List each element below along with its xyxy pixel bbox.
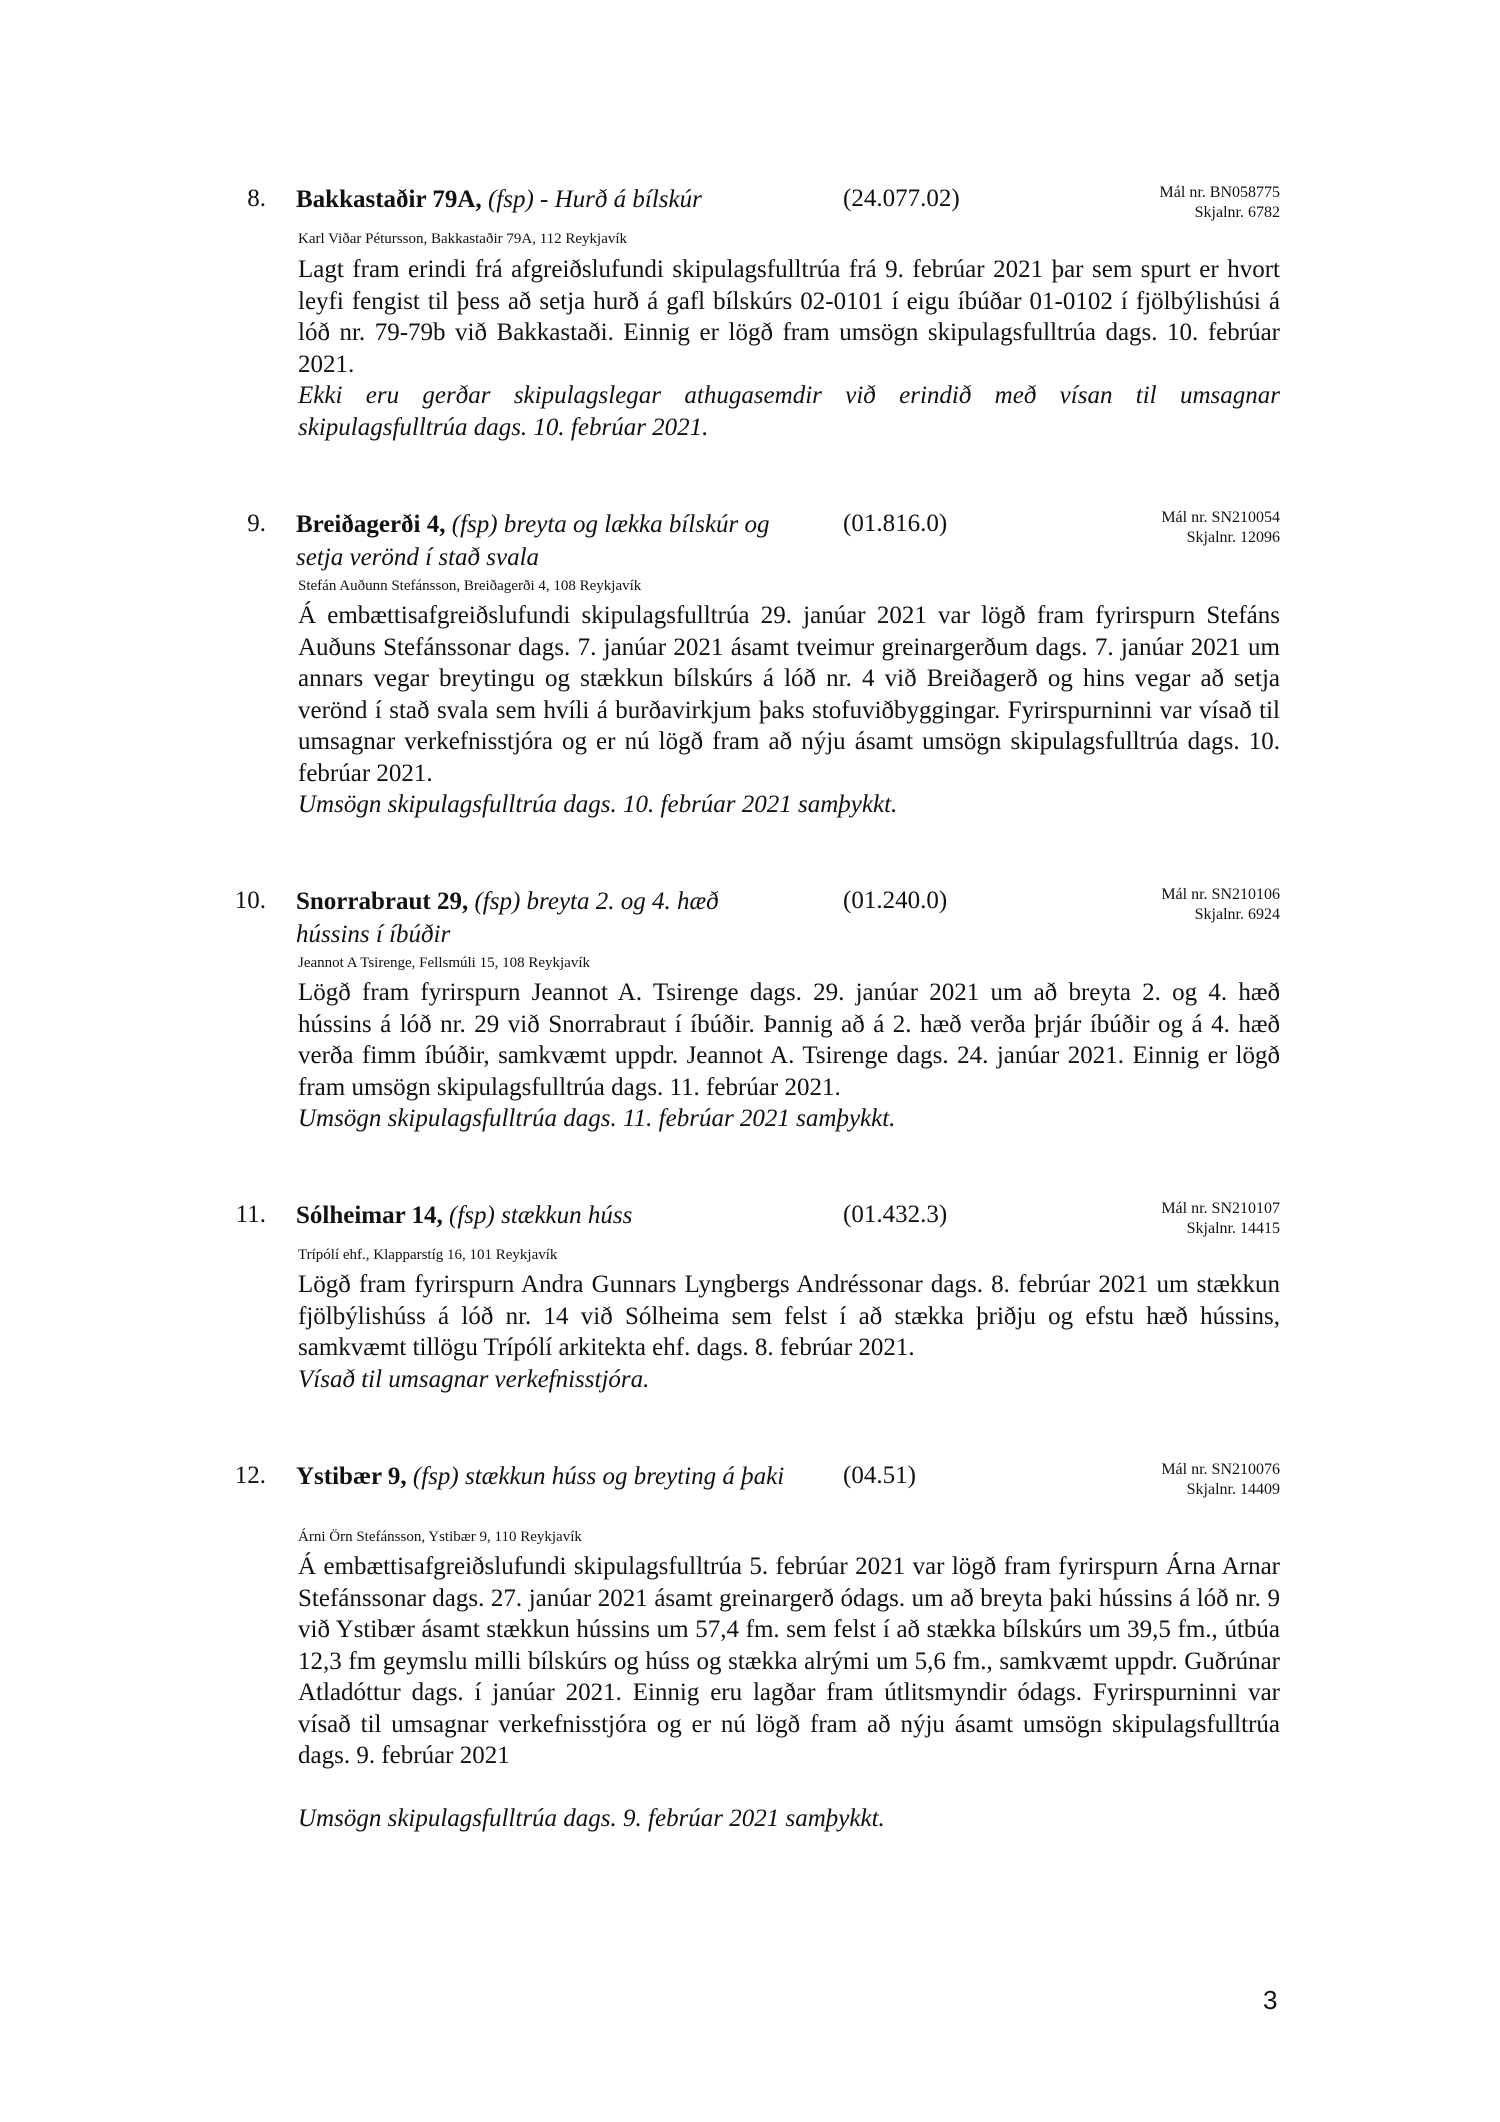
item-title (296, 508, 816, 574)
item-decision: Vísað til umsagnar verkefnisstjóra. (298, 1366, 650, 1393)
case-number: Mál nr. BN058775 (1159, 184, 1280, 201)
item-description: Á embættisafgreiðslufundi skipulagsfulltrúa 29. janúar 2021 var lögð fram fyrirspurn Stefáns Auðuns Stefánssonar dags. 7. janúar 2021 ásamt tveimur greinargerðum dags. 7. janúar 2021 um annars vegar breytingu og stækkun bílskúrs á lóð nr. 4 við Breiðagerð og hins vegar að setja verönd í stað svala sem hvíli á burðavirkjum þaks stofuviðbyggingar. Fyrirspurninni var vísað til umsagnar verkefnisstjóra og er nú lögð fram að nýju ásamt umsögn skipulagsfulltrúa dags. 10. febrúar 2021. (298, 602, 1280, 787)
item-title (296, 885, 796, 951)
document-number: Skjalnr. 6782 (1194, 204, 1280, 221)
document-number: Skjalnr. 6924 (1194, 906, 1280, 923)
item-number: 9. (247, 510, 266, 537)
agenda-item (0, 1460, 1500, 1498)
document-number: Skjalnr. 12096 (1186, 529, 1280, 546)
item-subject: (fsp) - Hurð á bílskúr (487, 186, 702, 213)
item-subject: (fsp) breyta og lækka bílskúr og setja verönd í stað svala (296, 511, 770, 571)
item-land-code: (24.077.02) (843, 185, 960, 212)
item-case-meta (1160, 183, 1280, 223)
item-number: 12. (234, 1462, 266, 1489)
agenda-item (0, 1199, 1500, 1237)
item-description: Lagt fram erindi frá afgreiðslufundi skipulagsfulltrúa frá 9. febrúar 2021 þar sem spurt er hvort leyfi fengist til þess að setja hurð á gafl bílskúrs 02-0101 í eigu íbúðar 01-0102 í fjölbýlishúsi á lóð nr. 79-79b við Bakkastaði. Einnig er lögð fram umsögn skipulagsfulltrúa dags. 10. febrúar 2021. (298, 256, 1280, 378)
item-decision: Umsögn skipulagsfulltrúa dags. 9. febrúar 2021 samþykkt. (298, 1805, 885, 1832)
item-description: Á embættisafgreiðslufundi skipulagsfulltrúa 5. febrúar 2021 var lögð fram fyrirspurn Árna Arnar Stefánssonar dags. 27. janúar 2021 ásamt greinargerð ódags. um að breyta þaki hússins á lóð nr. 9 við Ystibær ásamt stækkun hússins um 57,4 fm. sem felst í að stækka bílskúrs um 39,5 fm., útbúa 12,3 fm geymslu milli bílskúrs og húss og stækka alrými um 5,6 fm., samkvæmt uppdr. Guðrúnar Atladóttur dags. í janúar 2021. Einnig eru lagðar fram útlitsmyndir ódags. Fyrirspurninni var vísað til umsagnar verkefnisstjóra og er nú lögð fram að nýju ásamt umsögn skipulagsfulltrúa dags. 9. febrúar 2021 (298, 1553, 1280, 1769)
item-decision: Umsögn skipulagsfulltrúa dags. 10. febrúar 2021 samþykkt. (298, 791, 898, 818)
item-decision: Umsögn skipulagsfulltrúa dags. 11. febrúar 2021 samþykkt. (298, 1105, 896, 1132)
item-applicant: Jeannot A Tsirenge, Fellsmúli 15, 108 Reykjavík (298, 955, 590, 971)
item-description: Lögð fram fyrirspurn Jeannot A. Tsirenge dags. 29. janúar 2021 um að breyta 2. og 4. hæð hússins á lóð nr. 29 við Snorrabraut í íbúðir. Þannig að á 2. hæð verða þrjár íbúðir og á 4. hæð verða fimm íbúðir, samkvæmt uppdr. Jeannot A. Tsirenge dags. 24. janúar 2021. Einnig er lögð fram umsögn skipulagsfulltrúa dags. 11. febrúar 2021. (298, 979, 1280, 1101)
item-land-code: (01.816.0) (843, 510, 948, 537)
item-applicant: Karl Viðar Pétursson, Bakkastaðir 79A, 112 Reykjavík (298, 231, 628, 247)
item-case-meta (1161, 885, 1280, 925)
item-case-meta (1161, 1199, 1280, 1239)
item-street: Sólheimar 14, (296, 1202, 443, 1229)
item-applicant: Stefán Auðunn Stefánsson, Breiðagerði 4, 108 Reykjavík (298, 578, 642, 594)
item-number: 8. (247, 185, 266, 212)
item-street: Bakkastaðir 79A, (296, 186, 482, 213)
page-number: 3 (1263, 1985, 1278, 2015)
item-land-code: (01.240.0) (843, 887, 948, 914)
item-land-code: (04.51) (843, 1462, 916, 1489)
item-subject: (fsp) stækkun húss (449, 1202, 633, 1229)
item-decision: Ekki eru gerðar skipulagslegar athugasemdir við erindið með vísan til umsagnar skipulagsfulltrúa dags. 10. febrúar 2021. (298, 382, 1280, 441)
item-subject: (fsp) stækkun húss og breyting á þaki (412, 1463, 785, 1490)
case-number: Mál nr. SN210076 (1161, 1461, 1280, 1478)
item-applicant: Trípólí ehf., Klapparstíg 16, 101 Reykjavík (298, 1247, 558, 1263)
document-number: Skjalnr. 14415 (1186, 1220, 1280, 1237)
item-land-code: (01.432.3) (843, 1201, 948, 1228)
item-number: 11. (235, 1201, 266, 1228)
item-title (296, 1199, 816, 1232)
case-number: Mál nr. SN210107 (1161, 1200, 1280, 1217)
item-applicant: Árni Örn Stefánsson, Ystibær 9, 110 Reykjavík (298, 1529, 582, 1545)
agenda-item (0, 508, 1500, 571)
item-street: Snorrabraut 29, (296, 888, 469, 915)
case-number: Mál nr. SN210054 (1161, 509, 1280, 526)
item-number: 10. (234, 887, 266, 914)
case-number: Mál nr. SN210106 (1161, 886, 1280, 903)
item-title (296, 1460, 806, 1493)
item-subject: (fsp) breyta 2. og 4. hæð hússins í íbúðir (296, 888, 719, 948)
item-street: Ystibær 9, (296, 1463, 407, 1490)
document-number: Skjalnr. 14409 (1186, 1481, 1280, 1498)
item-case-meta (1161, 1460, 1280, 1500)
item-title (296, 183, 816, 216)
item-description: Lögð fram fyrirspurn Andra Gunnars Lyngbergs Andréssonar dags. 8. febrúar 2021 um stækkun fjölbýlishúss á lóð nr. 14 við Sólheima sem felst í að stækka þriðju og efstu hæð hússins, samkvæmt tillögu Trípólí arkitekta ehf. dags. 8. febrúar 2021. (298, 1271, 1280, 1361)
item-street: Breiðagerði 4, (296, 511, 446, 538)
agenda-item (0, 183, 1500, 221)
agenda-item (0, 885, 1500, 948)
item-case-meta (1161, 508, 1280, 548)
